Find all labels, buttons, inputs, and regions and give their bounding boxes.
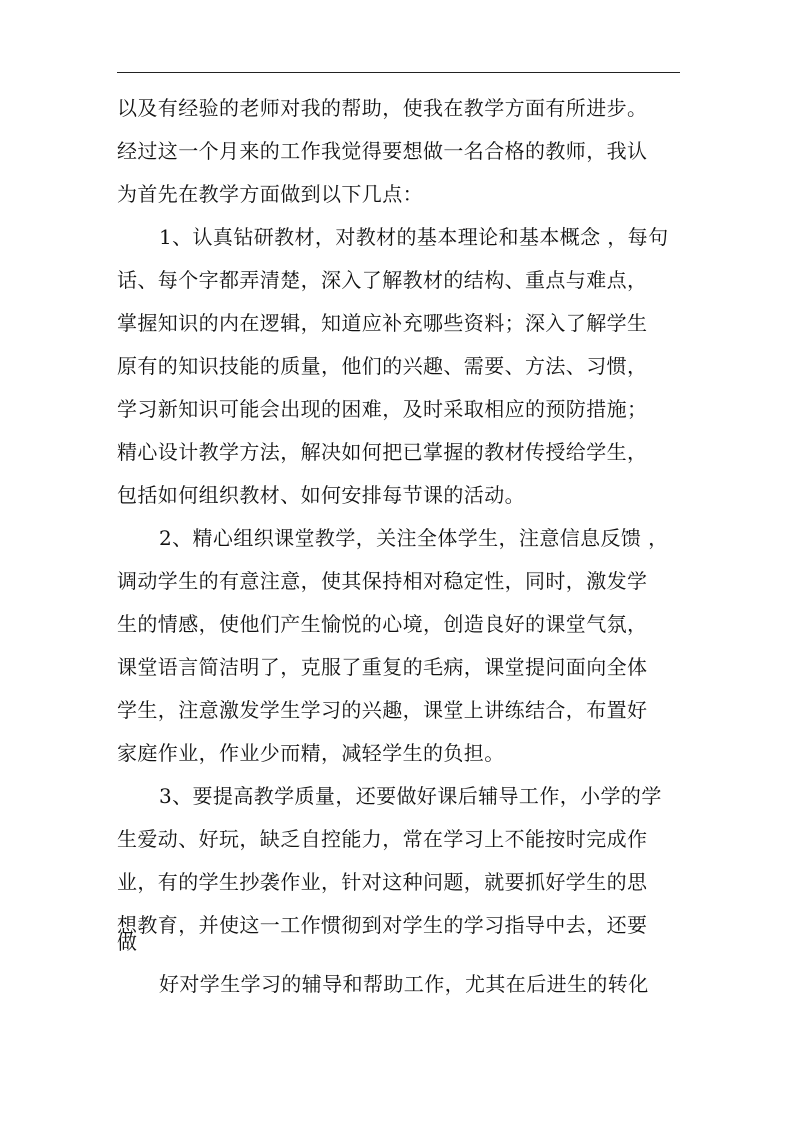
- text-line: 做: [117, 930, 138, 954]
- header-rule: [117, 72, 680, 73]
- text-line: 好对学生学习的辅导和帮助工作，尤其在后进生的转化: [159, 972, 649, 996]
- text-line: 包括如何组织教材、如何安排每节课的活动。: [117, 483, 525, 507]
- text-line: 经过这一个月来的工作我觉得要想做一名合格的教师，我认: [117, 139, 648, 163]
- text-line: 生爱动、好玩，缺乏自控能力，常在学习上不能按时完成作: [117, 827, 648, 851]
- text-line: 2、精心组织课堂教学，关注全体学生，注意信息反馈 ，: [159, 526, 669, 550]
- text-line: 精心设计教学方法，解决如何把已掌握的教材传授给学生，: [117, 440, 648, 464]
- text-line: 业，有的学生抄袭作业，针对这种问题，就要抓好学生的思: [117, 870, 648, 894]
- text-line: 课堂语言简洁明了，克服了重复的毛病，课堂提问面向全体: [117, 655, 648, 679]
- text-line: 掌握知识的内在逻辑，知道应补充哪些资料；深入了解学生: [117, 311, 648, 335]
- text-line: 学生，注意激发学生学习的兴趣，课堂上讲练结合，布置好: [117, 698, 648, 722]
- text-line: 想教育，并使这一工作惯彻到对学生的学习指导中去，还要: [117, 913, 648, 937]
- text-line: 调动学生的有意注意，使其保持相对稳定性，同时，激发学: [117, 569, 648, 593]
- text-line: 学习新知识可能会出现的困难，及时采取相应的预防措施；: [117, 397, 648, 421]
- text-line: 话、每个字都弄清楚，深入了解教材的结构、重点与难点，: [117, 268, 648, 292]
- text-line: 家庭作业，作业少而精，减轻学生的负担。: [117, 741, 505, 765]
- text-line: 3、要提高教学质量，还要做好课后辅导工作，小学的学: [159, 784, 662, 808]
- text-line: 为首先在教学方面做到以下几点：: [117, 182, 423, 206]
- text-line: 生的情感，使他们产生愉悦的心境，创造良好的课堂气氛，: [117, 612, 648, 636]
- text-line: 以及有经验的老师对我的帮助，使我在教学方面有所进步。: [117, 96, 648, 120]
- text-line: 原有的知识技能的质量，他们的兴趣、需要、方法、习惯，: [117, 354, 648, 378]
- text-line: 1、认真钻研教材，对教材的基本理论和基本概念 ，每句: [159, 225, 669, 249]
